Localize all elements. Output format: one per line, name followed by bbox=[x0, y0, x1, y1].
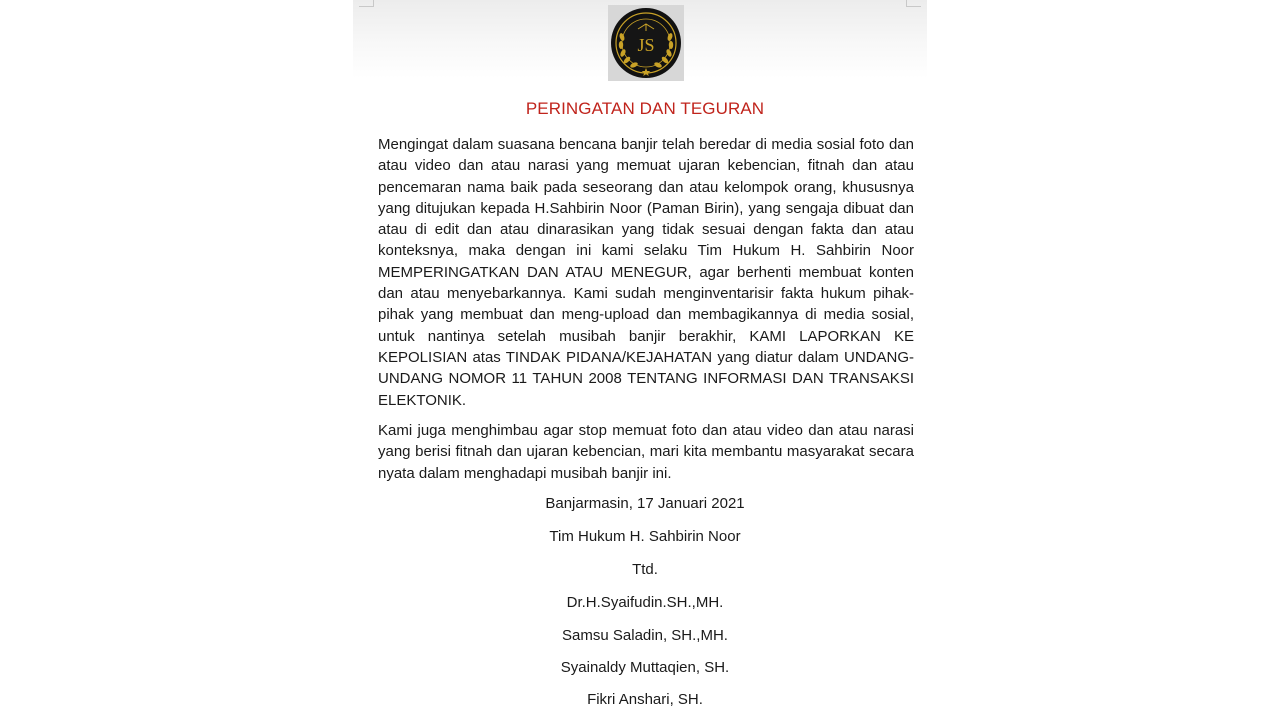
logo bbox=[608, 5, 684, 81]
logo-monogram: JS bbox=[637, 35, 655, 55]
page-corner-mark-right bbox=[906, 0, 921, 7]
page-corner-mark-left bbox=[359, 0, 374, 7]
signatory-name: Dr.H.Syaifudin.SH.,MH. bbox=[566, 594, 724, 611]
body-paragraph-2: Kami juga menghimbau agar stop memuat foto dan atau video dan atau narasi yang berisi fitnah dan ujaran kebencian, mari kita membantu masyarakat secara nyata dalam menghadapi musibah banjir ini. bbox=[378, 422, 914, 482]
body-paragraph-1: Mengingat dalam suasana bencana banjir telah beredar di media sosial foto dan atau video dan atau narasi yang memuat ujaran kebencian, fitnah dan atau pencemaran nama baik pada seseorang dan atau kelompok orang, khususnya yang ditujukan kepada H.Sahbirin Noor (Paman Birin), yang sengaja dibuat dan atau di edit dan atau dinarasikan yang tidak sesuai dengan fakta dan atau konteksnya, maka dengan ini kami selaku Tim Hukum H. Sahbirin Noor MEMPERINGATKAN DAN ATAU MENEGUR, agar berhenti membuat konten dan atau menyebarkannya. Kami sudah menginventarisir fakta hukum pihak-pihak yang membuat dan meng-upload dan membagikannya di media sosial, untuk nantinya setelah musibah banjir berakhir, KAMI LAPORKAN KE KEPOLISIAN atas TINDAK PIDANA/KEJAHATAN yang diatur dalam UNDANG-UNDANG NOMOR 11 TAHUN 2008 TENTANG INFORMASI DAN TRANSAKSI ELEKTONIK. bbox=[378, 136, 914, 409]
document-title: PERINGATAN DAN TEGURAN bbox=[525, 99, 765, 118]
js-emblem-logo bbox=[610, 7, 682, 79]
signatory-name: Syainaldy Muttaqien, SH. bbox=[560, 659, 730, 676]
place-date: Banjarmasin, 17 Januari 2021 bbox=[545, 495, 745, 512]
signatory-name: Samsu Saladin, SH.,MH. bbox=[562, 627, 728, 644]
document-page bbox=[353, 0, 927, 720]
signatory-team: Tim Hukum H. Sahbirin Noor bbox=[549, 528, 741, 545]
signed-mark: Ttd. bbox=[632, 561, 658, 578]
signatory-name: Fikri Anshari, SH. bbox=[587, 691, 703, 708]
